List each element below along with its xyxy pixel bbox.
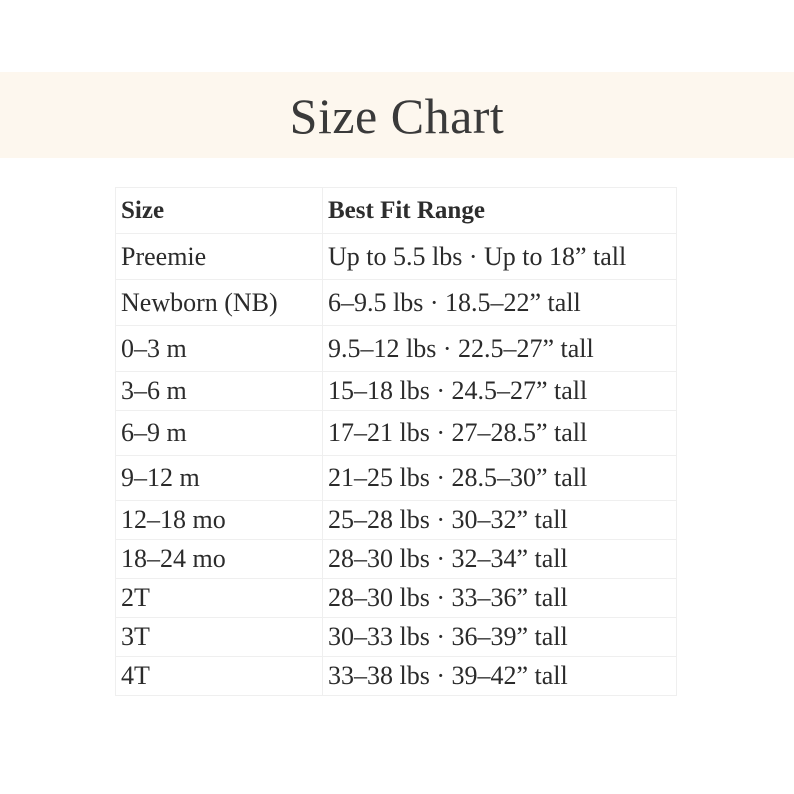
cell-range: 25–28 lbs · 30–32” tall bbox=[323, 501, 677, 540]
table-row bbox=[116, 372, 677, 411]
cell-range: 30–33 lbs · 36–39” tall bbox=[323, 618, 677, 657]
cell-range: 15–18 lbs · 24.5–27” tall bbox=[323, 372, 677, 411]
cell-range: Up to 5.5 lbs · Up to 18” tall bbox=[323, 234, 677, 280]
cell-size: 2T bbox=[116, 579, 323, 618]
header-size: Size bbox=[116, 188, 323, 234]
cell-range: 21–25 lbs · 28.5–30” tall bbox=[323, 456, 677, 501]
table-row bbox=[116, 234, 677, 280]
cell-size: 0–3 m bbox=[116, 326, 323, 372]
cell-size: Preemie bbox=[116, 234, 323, 280]
cell-size: 18–24 mo bbox=[116, 540, 323, 579]
table-row bbox=[116, 618, 677, 657]
cell-range: 17–21 lbs · 27–28.5” tall bbox=[323, 411, 677, 456]
header-best-fit-range: Best Fit Range bbox=[323, 188, 677, 234]
table-row bbox=[116, 456, 677, 501]
table-row bbox=[116, 411, 677, 456]
cell-range: 33–38 lbs · 39–42” tall bbox=[323, 657, 677, 696]
table-row bbox=[116, 501, 677, 540]
cell-size: 3T bbox=[116, 618, 323, 657]
cell-size: 12–18 mo bbox=[116, 501, 323, 540]
table-header-row bbox=[116, 188, 677, 234]
table-row bbox=[116, 540, 677, 579]
table-row bbox=[116, 280, 677, 326]
cell-size: 6–9 m bbox=[116, 411, 323, 456]
cell-size: 9–12 m bbox=[116, 456, 323, 501]
table-row bbox=[116, 579, 677, 618]
page-title: Size Chart bbox=[289, 88, 505, 144]
table-row bbox=[116, 326, 677, 372]
cell-range: 9.5–12 lbs · 22.5–27” tall bbox=[323, 326, 677, 372]
size-chart-table bbox=[115, 187, 677, 696]
cell-range: 28–30 lbs · 33–36” tall bbox=[323, 579, 677, 618]
cell-size: 4T bbox=[116, 657, 323, 696]
cell-range: 6–9.5 lbs · 18.5–22” tall bbox=[323, 280, 677, 326]
table-row bbox=[116, 657, 677, 696]
cell-size: 3–6 m bbox=[116, 372, 323, 411]
cell-range: 28–30 lbs · 32–34” tall bbox=[323, 540, 677, 579]
cell-size: Newborn (NB) bbox=[116, 280, 323, 326]
